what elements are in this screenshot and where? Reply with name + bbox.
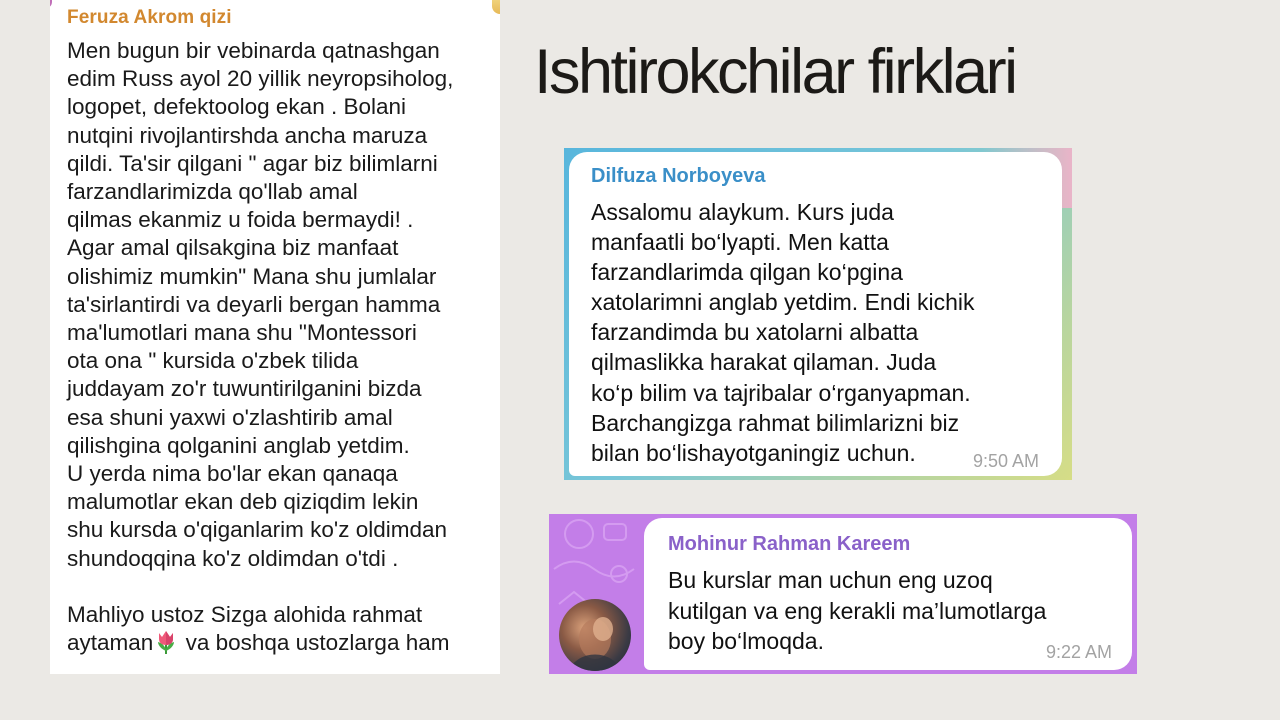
message-line: Men bugun bir vebinarda qatnashgan (67, 38, 440, 63)
message-line: qilishgina qolganini anglab yetdim. (67, 432, 410, 458)
message-line: logopet, defektoolog ekan . Bolani (67, 94, 407, 120)
message-line: qilmas ekanmiz u foida bermaydi! . (67, 207, 414, 233)
message-line: shu kursda o'qiganlarim ko'z oldimdan (67, 517, 448, 543)
message-line: Assalomu alaykum. Kurs juda (591, 199, 894, 225)
message-line: nutqini rivojlantirshda ancha maruza (67, 122, 428, 148)
bubble-accent (50, 0, 52, 8)
message-text (591, 197, 975, 468)
message-line: ota ona " kursida o'zbek tilida (67, 348, 359, 374)
message-line: edim Russ ayol 20 yillik neyropsiholog, (67, 66, 454, 92)
message-line: olishimiz mumkin" Mana shu jumlalar (67, 263, 437, 289)
sender-name: Dilfuza Norboyeva (591, 165, 766, 187)
message-line: ko‘p bilim va tajribalar o‘rganyapman. (591, 379, 971, 406)
sender-name: Feruza Akrom qizi (67, 7, 232, 28)
message-line: shundoqqina ko'z oldimdan o'tdi . (67, 545, 399, 571)
page-title: Ishtirokchilar firklari (534, 37, 1016, 107)
message-line: ma'lumotlari mana shu "Montessori (67, 320, 417, 346)
message-line: ta'sirlantirdi va deyarli bergan hamma (67, 291, 441, 317)
avatar-photo-icon (559, 599, 631, 671)
message-line: manfaatli bo‘lyapti. Men katta (591, 229, 889, 256)
paragraph-gap (67, 573, 497, 601)
message-line: Barchangizga rahmat bilimlarizni biz (591, 409, 960, 436)
message-line: farzandimda bu xatolarni albatta (591, 319, 919, 346)
message-line: U yerda nima bo'lar ekan qanaqa (67, 461, 398, 487)
message-text (67, 37, 497, 657)
message-line: esa shuni yaxwi o'zlashtirib amal (67, 404, 393, 430)
message-line: Mahliyo ustoz Sizga alohida rahmat (67, 601, 423, 627)
message-line: qildi. Ta'sir qilgani " agar biz bilimlarni (67, 150, 438, 176)
bubble-corner (492, 0, 500, 14)
message-line: juddayam zo'r tuwuntirilganini bizda (67, 376, 422, 402)
chat-screenshot-mohinur (549, 514, 1137, 674)
message-line: farzandlarimizda qo'llab amal (67, 179, 358, 205)
sender-name: Mohinur Rahman Kareem (668, 533, 911, 555)
message-line: farzandlarimda qilgan ko‘pgina (591, 259, 903, 286)
chat-screenshot-dilfuza (564, 148, 1072, 480)
message-line: Agar amal qilsakgina biz manfaat (67, 235, 399, 261)
message-bubble (569, 152, 1062, 476)
message-line: xatolarimni anglab yetdim. Endi kichik (591, 289, 975, 316)
message-line: boy bo‘lmoqda. (668, 628, 824, 654)
message-timestamp: 9:22 AM (1045, 642, 1112, 662)
message-line: Bu kurslar man uchun eng uzoq (668, 567, 993, 593)
message-line: bilan bo‘lishayotganingiz uchun. (591, 439, 916, 466)
message-line-last (67, 629, 497, 657)
tulip-emoji-icon (153, 629, 179, 655)
message-fragment: aytaman (67, 630, 154, 656)
message-line: qilmaslikka harakat qilaman. Juda (591, 349, 937, 376)
message-line: kutilgan va eng kerakli ma’lumotlarga (668, 597, 1047, 624)
message-fragment: va boshqa ustozlarga ham (179, 630, 450, 656)
message-line: malumotlar ekan deb qiziqdim lekin (67, 489, 419, 515)
message-timestamp: 9:50 AM (972, 451, 1039, 471)
chat-screenshot-feruza (50, 0, 500, 674)
message-bubble (644, 518, 1132, 670)
message-text (668, 565, 1046, 657)
avatar[interactable] (559, 599, 631, 671)
